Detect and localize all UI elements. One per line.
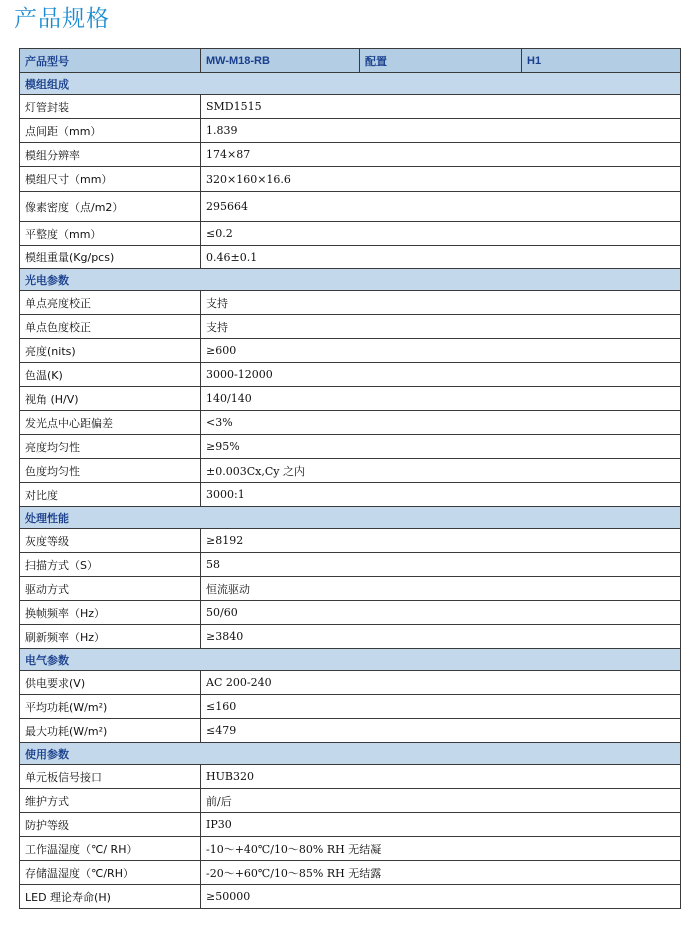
spec-row [20, 387, 681, 411]
spec-row [20, 291, 681, 315]
spec-value: 320×160×16.6 [201, 167, 681, 192]
spec-value: ≤0.2 [201, 222, 681, 246]
spec-row [20, 459, 681, 483]
spec-label: LED 理论寿命(H) [20, 885, 201, 909]
spec-label: 换帧频率（Hz） [20, 601, 201, 625]
spec-label: 单元板信号接口 [20, 765, 201, 789]
spec-row [20, 435, 681, 459]
spec-label: 供电要求(V) [20, 671, 201, 695]
spec-label: 模组尺寸（mm） [20, 167, 201, 192]
section-title: 使用参数 [20, 743, 681, 765]
spec-value: 3000-12000 [201, 363, 681, 387]
spec-row [20, 529, 681, 553]
spec-row [20, 671, 681, 695]
spec-value: SMD1515 [201, 95, 681, 119]
spec-value: 174×87 [201, 143, 681, 167]
spec-value: 前/后 [201, 789, 681, 813]
spec-row [20, 246, 681, 269]
spec-row [20, 483, 681, 507]
spec-row [20, 222, 681, 246]
spec-label: 平整度（mm） [20, 222, 201, 246]
spec-row [20, 861, 681, 885]
spec-value: AC 200-240 [201, 671, 681, 695]
spec-value: 140/140 [201, 387, 681, 411]
spec-label: 色度均匀性 [20, 459, 201, 483]
spec-row [20, 119, 681, 143]
spec-value: -20～+60℃/10～85% RH 无结露 [201, 861, 681, 885]
spec-value: ≥8192 [201, 529, 681, 553]
config-value: H1 [522, 49, 681, 73]
spec-label: 单点色度校正 [20, 315, 201, 339]
model-label: 产品型号 [20, 49, 201, 73]
spec-row [20, 95, 681, 119]
spec-row [20, 601, 681, 625]
section-header-row [20, 269, 681, 291]
spec-label: 工作温湿度（℃/ RH） [20, 837, 201, 861]
spec-row [20, 885, 681, 909]
spec-label: 亮度均匀性 [20, 435, 201, 459]
spec-label: 像素密度（点/m2） [20, 192, 201, 222]
spec-row [20, 837, 681, 861]
spec-value: 恒流驱动 [201, 577, 681, 601]
spec-row [20, 813, 681, 837]
section-header-row [20, 507, 681, 529]
spec-value: ≥3840 [201, 625, 681, 649]
section-title: 电气参数 [20, 649, 681, 671]
section-header-row [20, 649, 681, 671]
spec-value: 1.839 [201, 119, 681, 143]
spec-label: 模组分辨率 [20, 143, 201, 167]
spec-value: 295664 [201, 192, 681, 222]
spec-label: 对比度 [20, 483, 201, 507]
spec-row [20, 553, 681, 577]
spec-row [20, 625, 681, 649]
spec-value: ≥600 [201, 339, 681, 363]
spec-row [20, 789, 681, 813]
section-title: 光电参数 [20, 269, 681, 291]
spec-row [20, 167, 681, 192]
spec-value: ≥50000 [201, 885, 681, 909]
spec-value: ≥95% [201, 435, 681, 459]
spec-table-body [20, 49, 681, 909]
spec-value: IP30 [201, 813, 681, 837]
spec-value: HUB320 [201, 765, 681, 789]
spec-row [20, 315, 681, 339]
spec-table [19, 48, 681, 909]
spec-value: 0.46±0.1 [201, 246, 681, 269]
spec-label: 最大功耗(W/m²) [20, 719, 201, 743]
spec-label: 灯管封装 [20, 95, 201, 119]
spec-row [20, 143, 681, 167]
spec-row [20, 192, 681, 222]
spec-value: 支持 [201, 291, 681, 315]
spec-label: 点间距（mm） [20, 119, 201, 143]
section-header-row [20, 743, 681, 765]
spec-row [20, 719, 681, 743]
section-title: 模组组成 [20, 73, 681, 95]
table-header-row [20, 49, 681, 73]
spec-label: 防护等级 [20, 813, 201, 837]
spec-value: 50/60 [201, 601, 681, 625]
spec-row [20, 411, 681, 435]
spec-row [20, 339, 681, 363]
spec-label: 发光点中心距偏差 [20, 411, 201, 435]
spec-value: 58 [201, 553, 681, 577]
spec-label: 驱动方式 [20, 577, 201, 601]
spec-label: 扫描方式（S） [20, 553, 201, 577]
spec-label: 亮度(nits) [20, 339, 201, 363]
spec-value: ≤160 [201, 695, 681, 719]
spec-label: 色温(K) [20, 363, 201, 387]
page-title: 产品规格 [14, 6, 110, 32]
spec-row [20, 765, 681, 789]
section-title: 处理性能 [20, 507, 681, 529]
spec-label: 平均功耗(W/m²) [20, 695, 201, 719]
spec-value: ±0.003Cx,Cy 之内 [201, 459, 681, 483]
spec-value: <3% [201, 411, 681, 435]
spec-label: 模组重量(Kg/pcs) [20, 246, 201, 269]
spec-value: 支持 [201, 315, 681, 339]
spec-row [20, 695, 681, 719]
spec-label: 刷新频率（Hz） [20, 625, 201, 649]
spec-row [20, 577, 681, 601]
section-header-row [20, 73, 681, 95]
spec-label: 存储温湿度（℃/RH） [20, 861, 201, 885]
spec-label: 单点亮度校正 [20, 291, 201, 315]
model-value: MW-M18-RB [201, 49, 360, 73]
spec-label: 维护方式 [20, 789, 201, 813]
spec-label: 视角 (H/V) [20, 387, 201, 411]
spec-label: 灰度等级 [20, 529, 201, 553]
spec-value: -10～+40℃/10～80% RH 无结凝 [201, 837, 681, 861]
spec-value: 3000:1 [201, 483, 681, 507]
spec-row [20, 363, 681, 387]
spec-value: ≤479 [201, 719, 681, 743]
config-label: 配置 [360, 49, 522, 73]
